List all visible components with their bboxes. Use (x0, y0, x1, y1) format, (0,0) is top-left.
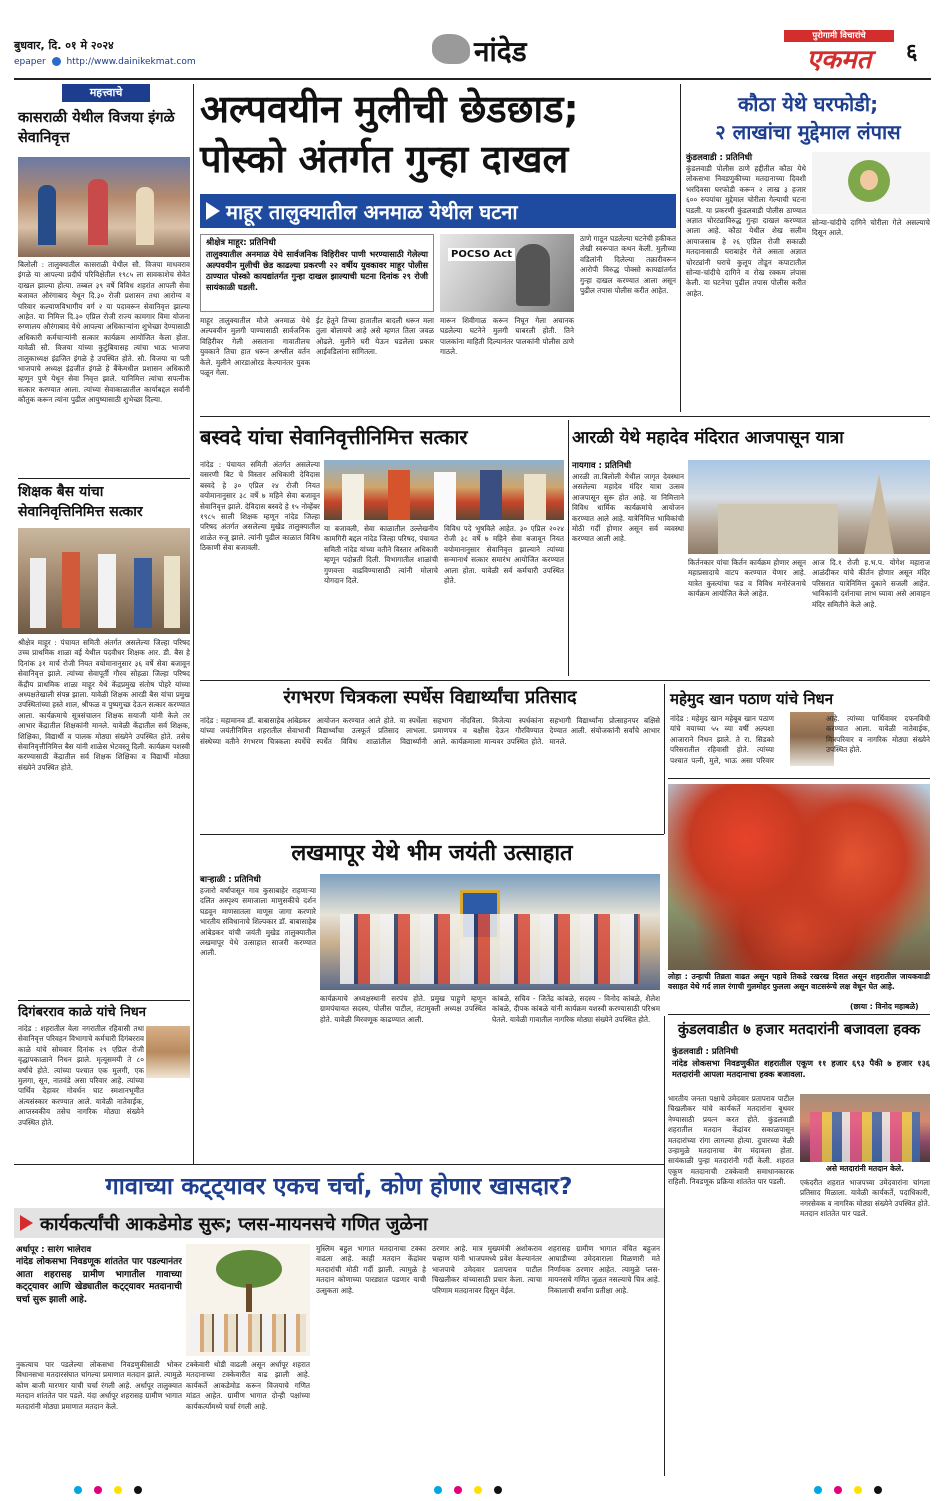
story-body: श्रीक्षेत्र माहूर : पंचायत समिती अंतर्गत असलेल्या जिल्हा परिषद उच्च प्राथमिक शाळा वई येथील पदवीधर शिक्षक आर. डी. बैस हे दिनांक ३१ मार्च रोजी नियत वयोमानानुसार ३६ वर्षे सेवा बजावून सेवानिवृत्त झाले. त्यांच्या सेवापूर्ती गौरव सोहळा जिल्हा परिषद केंद्रीय प्राथमिक शाळा माहूर येथे केंद्रप्रमुख संतोष पोहरे यांच्या अध्यक्षतेखाली संपन्न झाला. यावेळी शिक्षक आरडी बैस यांचा प्रमुख उपस्थितांच्या हस्ते शाल, श्रीफळ व पुष्पगुच्छ देऊन सत्कार करण्यात आला. कार्यक्रमाचे सूत्रसंचालन शिक्षक सयाजी यांनी केले तर आभार केंद्रातील शिक्षकांनी मानले. यावेळी केंद्रातील सर्व शिक्षक, शिक्षिका, विद्यार्थी व पालक मोठ्या संख्येने उपस्थित होते. तसेच सेवानिवृत्तीनिमित्त बैस यांनी शाळेस भेटवस्तू दिली. कार्यक्रम यशस्वी करण्यासाठी केंद्रातील सर्व शिक्षक शिक्षिका व विद्यार्थी मोठ्या संख्येने उपस्थित होते. (18, 638, 190, 772)
story-title: दिगंबरराव काळे यांचे निधन (18, 1005, 147, 1020)
rangbharan-headline: रंगभरण चित्रकला स्पर्धेस विद्यार्थ्यांचा प्रतिसाद (283, 687, 577, 708)
kundalwadi-dateline: कुंडलवाडी : प्रतिनिधी (672, 1047, 739, 1057)
lead-headline-2: पोस्को अंतर्गत गुन्हा दाखल (200, 137, 569, 181)
kundalwadi-lead: नांदेड लोकसभा निवडणुकीत शहरातील एकूण ११ हजार ६९३ पैकी ७ हजार १३६ मतदारांनी आपला मतदानाचा हक्क बजावला. (672, 1058, 930, 1079)
lakhmapur-headline: लखमापूर येथे भीम जयंती उत्साहात (291, 841, 573, 866)
city-name: नांदेड (474, 35, 527, 68)
baswade-headline: बस्वदे यांचा सेवानिवृत्तीनिमित्त सत्कार (200, 425, 468, 449)
section-rule (200, 416, 930, 417)
kundalwadi-body: भारतीय जनता पक्षाचे उमेदवार प्रतापराव पाटील चिखलीकर यांचे कार्यकर्ते मतदारांना बूथवर नेण्यासाठी प्रयत्न करत होते. कुंडलवाडी शहरातील मतदान केंद्रांवर सकाळपासून मतदारांच्या रांगा लागल्या होत्या. दुपारच्या वेळी उन्हामुळे मतदानाचा वेग मंदावला होता. सायंकाळी पुन्हा मतदारांनी गर्दी केली. शहरात एकूण मतदानाची टक्केवारी समाधानकारक राहिली. निवडणूक प्रक्रिया शांततेत पार पडली. (668, 1094, 794, 1187)
lakhmapur-col-2: कार्यक्रमाचे अध्यक्षस्थानी सरपंच होते. प्रमुख पाहुणे म्हणून ग्रामपंचायत सदस्य, पोलीस पाटील, तंटामुक्ती अध्यक्ष उपस्थित होते. यावेळी मिरवणूक काढण्यात आली. (320, 994, 486, 1024)
section-rule (668, 1014, 930, 1015)
masthead-rule (14, 78, 931, 80)
baswade-col-2: या बजावली, सेवा काळातील उल्लेखनीय कामगिरी बद्दल नांदेड जिल्हा परिषद, पंचायत समिती नांदेड यांच्या वतीने विस्तार अधिकारी म्हणून पदोन्नती दिली. विभागातील शाळांची गुणवत्ता वाढविण्यासाठी त्यांनी मोलाचे योगदान दिले. (324, 524, 438, 586)
bottom-col-1: नुकत्याच पार पडलेल्या लोकसभा निवडणुकीसाठी भोकर विधानसभा मतदारसंघात चांगल्या प्रमाणात मतदान झाले. त्यामुळे कोण बाजी मारणार याची चर्चा रंगली आहे. अर्धापूर तालुक्यात मतदान शांततेत पार पडले. यंदा अर्धापूर शहरासह ग्रामीण भागात मतदारांनी मोठ्या प्रमाणात मतदान केले. (16, 1360, 182, 1411)
section-rule (200, 834, 664, 835)
section-rule (200, 680, 930, 681)
section-rule (668, 778, 930, 779)
lead-column-rule (680, 84, 681, 412)
bottom-dateline: अर्धापूर : सारंग भालेराव (16, 1245, 92, 1255)
photo-pocso-illustration (440, 234, 574, 312)
lakhmapur-dateline: बाऱ्हाळी : प्रतिनिधी (200, 875, 261, 885)
epaper-label: epaper (14, 57, 46, 67)
photo-mahadev-temple (688, 460, 930, 554)
kautha-headline-2: २ लाखांचा मुद्देमाल लंपास (715, 120, 901, 144)
story-body: नांदेड : शहरातील वेला नगरातील रहिवासी तथा सेवानिवृत्त परिवहन विभागाचे कर्मचारी दिगंबरराव काळे यांचे सोमवार दिनांक २९ एप्रिल रोजी वृद्धापकाळाने निधन झाले. मृत्यूसमयी ते ८० वर्षांचे होते. त्यांच्या पश्चात एक मुलगी, एक मुलगा, सून, नातवंडे असा परिवार आहे. त्यांच्या पार्थिव देहावर गोवर्धन घाट स्मशानभूमीत अंत्यसंस्कार करण्यात आले. यावेळी नातेवाईक, आप्तस्वकीय तसेच नागरिक मोठ्या संख्येने उपस्थित होते. (18, 1024, 144, 1127)
lead-col-4: ठाणे गाठून घडलेल्या घटनेची हकीकत लेखी स्वरूपात कथन केली. मुलीच्या वडिलांनी दिलेल्या तक्रारीवरून आरोपी विरुद्ध पोक्सो कायद्यांतर्गत गुन्हा दाखल करण्यात आला असून पुढील तपास पोलीस करीत आहेत. (580, 234, 676, 296)
map-icon (432, 34, 470, 64)
lakhmapur-col-3: कांबळे, सचिव - जितेंद्र कांबळे, सदस्य - विनोद कांबळे, शैलेश कांबळे, दीपक कांबळे यांनी कार्यक्रम यशस्वी करण्यासाठी परिश्रम घेतले. यावेळी गावातील नागरिक मोठ्या संख्येने उपस्थित होते. (492, 994, 660, 1024)
photo-voters-queue (800, 1094, 930, 1162)
photo-gulmohar-tree (668, 784, 930, 970)
story-body: बिलोली : तालुक्यातील कासराळी येथील सौ. विजया माधवराव इंगळे या आपल्या प्रदीर्घ परिविक्षेतील १९८५ ला सावकाशेच सेवेत दाखल झाल्या होत्या. तब्बल ३९ वर्षे विविध शहरांत आपली सेवा बजावत औरंगाबाद येथून दि.३० रोजी प्रशासन तथा आरोग्य व परिवार कल्याणविभागीय वर्ग २ या पदावरून सेवानिवृत्त झाल्या आहेत. या निमित्त दि.३० एप्रिल रोजी राज्य कामगार विमा योजना रुग्णालय औरंगाबाद येथे आपल्या अधिकाऱ्यांना शुभेच्छा देण्यासाठी अधिकारी कर्मचाऱ्यांनी सत्कार कार्यक्रम आयोजित केला होता. यावेळी सौ. विजया यांच्या कुटुंबियासह त्यांचा भाऊ भाजपा तालुकाध्यक्ष इंद्रजित इंगळे हे उपस्थित होते. सौ. विजया या पती भाजपाचे अध्यक्ष इंद्रजीत इंगळे हे बैंकेमधील प्रशासन अधिकारी म्हणून पुणे येथून सेवा निवृत्त झाले. यानिमित्त त्यांचा सपत्नीक सत्कार करण्यात आला. त्यांच्या सेवाकाळातील कार्याबद्दल सर्वांनी कौतुक करून त्यांना पुढील आयुष्यासाठी शुभेच्छा दिल्या. (18, 260, 190, 405)
sidebar-column-rule (193, 84, 194, 1164)
bottom-subhead-bar (14, 1208, 664, 1238)
pocso-label: POCSO Act (448, 248, 515, 261)
photo-bhim-jayanti-group (320, 874, 660, 990)
print-color-bar (14, 1484, 931, 1494)
lead-col-2: ईट हेतूने तिच्या हातातील बादली धरून मला तुला बोलायचे आहे असे म्हणत तिला जवळ ओढले. मुलीने घरी येऊन घडलेला प्रकार आईवडिलांना सांगितला. (316, 316, 434, 357)
brand-logo: एकमत (806, 45, 872, 75)
sidebar-header: महत्त्वाचे (62, 84, 150, 102)
kundalwadi-caption: असे मतदारांनी मतदान केले. (826, 1164, 904, 1173)
photo-teacher-felicitation (18, 528, 190, 634)
brand-tagline: पुरोगामी विचारांचे (784, 30, 894, 42)
epaper-link[interactable] (14, 57, 196, 67)
story-title: शिक्षक बैस यांचा सेवानिवृत्तिनिमित्त सत्कार (18, 484, 143, 520)
brand-box (784, 30, 894, 74)
section-rule (14, 1164, 664, 1165)
photo-baswade-ceremony (324, 460, 564, 520)
story-title: कासराळी येथील विजया इंगळे सेवानिवृत्त (18, 110, 175, 146)
baswade-col-3: विविध पदे भूषविले आहेत. ३० एप्रिल २०२४ रोजी ३८ वर्षे ७ महिने सेवा बजावून नियत वयोमानानुसार सेवानिवृत्त झाल्याने त्यांच्या सन्मानार्थ सत्कार समारंभ आयोजित करण्यात आला होता. यावेळी सर्व कर्मचारी उपस्थित होते. (444, 524, 564, 586)
kundalwadi-headline: कुंडलवाडीत ७ हजार मतदारांनी बजावला हक्क (677, 1022, 921, 1038)
aarli-headline: आरळी येथे महादेव मंदिरात आजपासून यात्रा (572, 428, 844, 448)
photo-kale-portrait (146, 1026, 190, 1078)
lead-intro: तालुक्यातील अनमाळ येथे सार्वजनिक विहिरीवर पाणी भरण्यासाठी गेलेल्या अल्पवयीन मुलीची छेड काढल्या प्रकरणी २२ वर्षीय युवकावर माहूर पोलीस ठाण्यात पोस्को कायद्यांतर्गत गुन्हा दाखल झाल्याची घटना दिनांक २९ रोजी सायंकाळी घडली. (206, 249, 428, 292)
divider (18, 478, 190, 479)
bottom-col-4: ठरणार आहे. मात्र मुख्यमंत्री अशोकराव चव्हाण यांनी भाजपमध्ये प्रवेश केल्यानंतर भाजपाचे उमेदवार प्रतापराव पाटील चिखलीकर यांच्यासाठी प्रचार केला. त्याचा परिणाम मतदानावर दिसून येईल. (432, 1244, 542, 1295)
bottom-col-5: शहरासह ग्रामीण भागात वंचित बहुजन आघाडीच्या उमेदवाराला मिळणारी मते निर्णायक ठरणार आहेत. त्यामुळे प्लस-मायनसचे गणित जुळत नसल्याचे चित्र आहे. निकालाची सर्वांना प्रतीक्षा आहे. (548, 1244, 660, 1295)
kautha-caption: सोन्या-चांदीचे दागिने चोरीला गेले असल्याचे दिसून आले. (812, 218, 930, 238)
lead-col-1: माहूर तालुक्यातील मौजे अनमाळ येथे अल्पवयीन मुलगी पाण्यासाठी सार्वजनिक विहिरीवर गेली असताना गावातीलच युवकाने तिचा हात धरून अश्लील वर्तन केले. मुलीने आरडाओरड केल्यानंतर युवक पळून गेला. (200, 316, 310, 378)
photo-retirement-ceremony (18, 157, 190, 257)
kautha-body: कुंडलवाडी पोलीस ठाणे हद्दीतील कौठा येथे लोकसभा निवडणुकीच्या मतदानाच्या दिवशी भरदिवसा घरफोडी करून २ लाख ३ हजार ६०० रुपयांचा मुद्देमाल चोरीला गेल्याची घटना घडली. या प्रकरणी कुंडलवाडी पोलीस ठाण्यात अज्ञात चोरट्याविरुद्ध गुन्हा दाखल करण्यात आला आहे. कौठा येथील शेख सलीम आयाजसाब हे २६ एप्रिल रोजी सकाळी मतदानासाठी घराबाहेर गेले असता अज्ञात चोरट्यांनी घराचे कुलूप तोडून कपाटातील सोन्या-चांदीचे दागिने व रोख रक्कम लंपास केली. या घटनेचा पुढील तपास पोलीस करीत आहेत. (686, 164, 806, 298)
aarli-col-1: आरळी ता.बिलोली येथील जागृत देवस्थान असलेल्या महादेव मंदिर यात्रा उत्सव आजपासून सुरू होत आहे. या निमित्ताने विविध धार्मिक कार्यक्रमांचे आयोजन करण्यात आले आहे. यात्रेनिमित्त भाविकांची मोठी गर्दी होणार असून सर्व व्यवस्था करण्यात आली आहे. (572, 472, 684, 544)
rangbharan-body: नांदेड : महामानव डॉ. बाबासाहेब आंबेडकर यांच्या जयंतीनिमित्त शहरातील सेवाभावी संस्थेच्या वतीने रंगभरण चित्रकला स्पर्धेचे आयोजन करण्यात आले होते. या स्पर्धेला विद्यार्थ्यांचा उत्स्फूर्त प्रतिसाद लाभला. स्पर्धेत विविध शाळांतील विद्यार्थ्यांनी सहभाग नोंदविला. विजेत्या स्पर्धकांना प्रमाणपत्र व बक्षीस देऊन गौरविण्यात आले. कार्यक्रमाला मान्यवर उपस्थित होते. सहभागी विद्यार्थ्यांना प्रोत्साहनपर बक्षिसे देण्यात आली. संयोजकांनी सर्वांचे आभार मानले. (200, 716, 660, 746)
aarli-dateline: नायगाव : प्रतिनिधी (572, 461, 632, 471)
photo-thief-illustration (812, 152, 930, 214)
lead-dateline: श्रीक्षेत्र माहूर: प्रतिनिधी (206, 238, 276, 248)
site-url: http://www.dainikekmat.com (66, 57, 196, 67)
issue-date: बुधवार, दि. ०१ मे २०२४ (14, 39, 114, 52)
kundalwadi-body-2: एकंदरीत शहरात भाजपच्या उमेदवारांना चांगला प्रतिसाद मिळाला. यावेळी कार्यकर्ते, पदाधिकारी, नगरसेवक व नागरिक मोठ्या संख्येने उपस्थित होते. मतदान शांततेत पार पडले. (800, 1178, 930, 1219)
bottom-col-3: मुस्लिम बहुल भागात मतदानाचा टक्का वाढला आहे. काही मतदान केंद्रांवर मतदारांची मोठी गर्दी झाली. त्यामुळे हे मतदान कोणाच्या पारड्यात पडणार याची उत्सुकता आहे. (316, 1244, 426, 1295)
sidebar (14, 84, 190, 1164)
aarli-col-3: आज दि.१ रोजी ह.भ.प. योगेश महाराज आळंदीकर यांचे कीर्तन होणार असून मंदिर परिसरात यात्रेनिमित्त दुकाने सजली आहेत. भाविकांनी दर्शनाचा लाभ घ्यावा असे आवाहन मंदिर समितीने केले आहे. (812, 558, 930, 609)
column-rule (664, 684, 665, 834)
arrow-icon (20, 1215, 33, 1231)
flame-tree-credit: (छाया : विनोद महाबळे) (850, 1002, 919, 1011)
bottom-subhead: कार्यकर्त्यांची आकडेमोड सुरू; प्लस-मायनसचे गणित जुळेना (40, 1214, 428, 1235)
mehmood-headline: महेमुद खान पठाण यांचे निधन (670, 690, 834, 708)
divider (18, 1000, 190, 1001)
aarli-col-2: किर्तनकार यांचा किर्तन कार्यक्रम होणार असून महाप्रसादाचे वाटप करण्यात येणार आहे. यात्रेत कुस्त्यांचा फड व विविध मनोरंजनाचे कार्यक्रम आयोजित केले आहेत. (688, 558, 806, 599)
page-number: ६ (906, 40, 918, 65)
baswade-col-1: नांदेड : पंचायत समिती अंतर्गत असलेल्या वसरणी बिट चे विस्तार अधिकारी देविदास बस्वदे हे ३० एप्रिल २४ रोजी नियत वयोमानानुसार ३८ वर्षे ७ महिने सेवा बजावून सेवानिवृत्त झाले. देविदास बस्वदे हे १५ नोव्हेंबर १९८५ साली शिक्षक म्हणून नांदेड जिल्हा परिषद अंतर्गत असलेल्या मुखेड तालुक्यातील शाळेत रुजू झाले. त्यांनी पुढील काळात विविध ठिकाणी सेवा बजावली. (200, 460, 320, 553)
kautha-dateline: कुंडलवाडी : प्रतिनिधी (686, 153, 753, 163)
masthead (14, 30, 931, 76)
lead-subhead-bar (200, 194, 676, 228)
mehmood-body: नांदेड : महेमुद खान महेबूब खान पठाण यांचे वयाच्या ५५ व्या वर्षी अल्पशा आजाराने निधन झाले. ते रा. सिडको परिसरातील रहिवासी होते. त्यांच्या पश्चात पत्नी, मुले, भाऊ असा परिवार आहे. त्यांच्या पार्थिवावर दफनविधी करण्यात आला. यावेळी नातेवाईक, मित्रपरिवार व नागरिक मोठ्या संख्येने उपस्थित होते. (670, 714, 930, 765)
arrow-icon (206, 202, 220, 220)
column-rule (568, 420, 569, 676)
column-rule (664, 1016, 665, 1476)
bottom-intro: नांदेड लोकसभा निवडणूक शांततेत पार पडल्यानंतर आता शहरासह ग्रामीण भागातील गावाच्या कट्ट्यावर आणि खेड्यातील कट्ट्यावर मतदानाची चर्चा सुरू झाली आहे. (16, 1257, 182, 1305)
bottom-col-2: टक्केवारी थोडी वाढली असून अर्धापूर शहरात मतदानाच्या टक्केवारीत वाढ झाली आहे. कार्यकर्ते आकडेमोड करून विजयाचे गणित मांडत आहेत. ग्रामीण भागात दोन्ही पक्षांच्या कार्यकर्त्यांमध्ये चर्चा रंगली आहे. (186, 1360, 310, 1411)
kautha-headline-1: कौठा येथे घरफोडी; (737, 92, 879, 116)
photo-village-discussion (186, 1244, 310, 1356)
bottom-headline: गावाच्या कट्ट्यावर एकच चर्चा, कोण होणार खासदार? (105, 1172, 573, 1200)
lead-headline-1: अल्पवयीन मुलीची छेडछाड; (200, 87, 579, 131)
globe-icon (52, 57, 61, 66)
lakhmapur-col-1: हजारो वर्षांपासून गाव कुसाबाहेर राहणाऱ्या दलित अस्पृश्य समाजाला माणुसकीचे दर्शन घडवून माणसातला माणूस जागा करणारे भारतीय संविधानाचे शिल्पकार डॉ. बाबासाहेब आंबेडकर यांची जयंती मुखेड तालुक्यातील लखमापूर येथे उत्साहात साजरी करण्यात आली. (200, 886, 316, 958)
lead-intro-box (200, 234, 434, 312)
flame-tree-caption: लोहा : उन्हाची तिव्रता वाढत असून पहावे तिकडे रखरख दिसत असून शहरातील जायकवाडी वसाहत येथे गर्द लाल रंगाची गुलमोहर फुलला असून वाटसरूंचे लक्ष वेधून घेत आहे. (668, 972, 930, 991)
lead-col-3: मारून शिवीगाळ करून निघून गेला अचानक घडलेल्या घटनेने मुलगी घाबरली होती. तिने पालकांना माहिती दिल्यानंतर पालकांनी पोलीस ठाणे गाठले. (440, 316, 574, 357)
lead-subhead: माहूर तालुक्यातील अनमाळ येथील घटना (226, 200, 518, 224)
